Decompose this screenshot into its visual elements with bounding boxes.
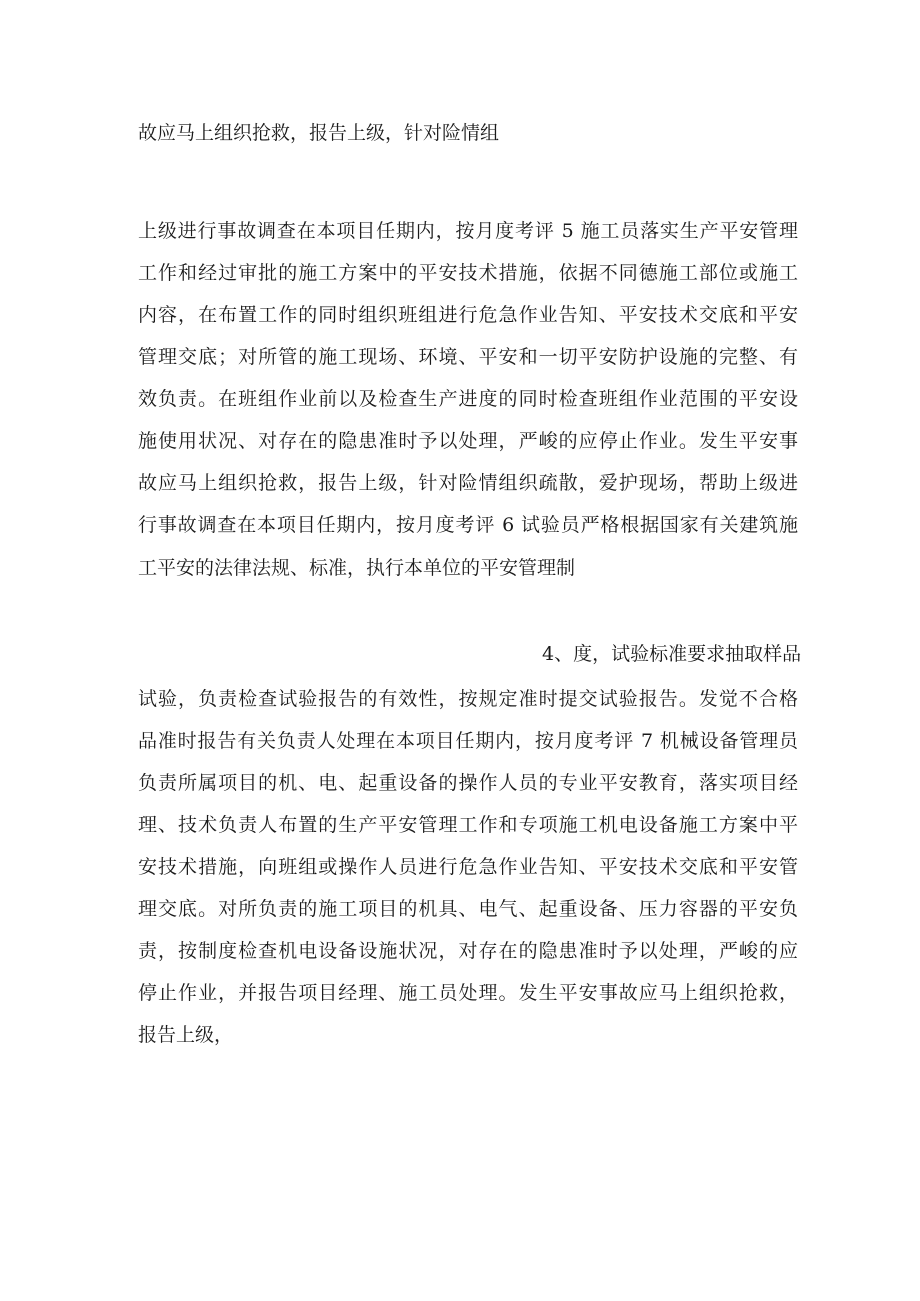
text-line: 效负责。在班组作业前以及检查生产进度的同时检查班组作业范围的平安设 (138, 388, 798, 410)
text-line: 理、技术负责人布置的生产平安管理工作和专项施工机电设备施工方案中平 (138, 814, 798, 836)
text-line: 工平安的法律法规、标准，执行本单位的平安管理制 (138, 557, 576, 579)
text-line: 管理交底；对所管的施工现场、环境、平安和一切平安防护设施的完整、有 (138, 346, 798, 368)
text-line: 停止作业，并报告项目经理、施工员处理。发生平安事故应马上组织抢救， (138, 982, 798, 1004)
text-line: 上级进行事故调查在本项目任期内，按月度考评 5 施工员落实生产平安管理 (138, 220, 798, 242)
text-line: 施使用状况、对存在的隐患准时予以处理，严峻的应停止作业。发生平安事 (138, 430, 798, 452)
text-line: 报告上级， (138, 1024, 234, 1046)
text-line: 理交底。对所负责的施工项目的机具、电气、起重设备、压力容器的平安负 (138, 898, 798, 920)
text-line: 试验，负责检查试验报告的有效性，按规定准时提交试验报告。发觉不合格 (138, 688, 798, 710)
text-line: 内容，在布置工作的同时组织班组进行危急作业告知、平安技术交底和平安 (138, 304, 798, 326)
text-line: 行事故调查在本项目任期内，按月度考评 6 试验员严格根据国家有关建筑施 (138, 514, 798, 536)
heading-line: 故应马上组织抢救，报告上级，针对险情组 (138, 122, 500, 144)
text-line: 责，按制度检查机电设备设施状况，对存在的隐患准时予以处理，严峻的应 (138, 940, 798, 962)
section-number-line: 4、度，试验标准要求抽取样品 (542, 643, 802, 665)
text-line: 工作和经过审批的施工方案中的平安技术措施，依据不同德施工部位或施工 (138, 262, 798, 284)
text-line: 安技术措施，向班组或操作人员进行危急作业告知、平安技术交底和平安管 (138, 856, 798, 878)
text-line: 故应马上组织抢救，报告上级，针对险情组织疏散，爱护现场，帮助上级进 (138, 472, 798, 494)
text-line: 品准时报告有关负责人处理在本项目任期内，按月度考评 7 机械设备管理员 (138, 730, 798, 752)
text-line: 负责所属项目的机、电、起重设备的操作人员的专业平安教育，落实项目经 (138, 772, 798, 794)
